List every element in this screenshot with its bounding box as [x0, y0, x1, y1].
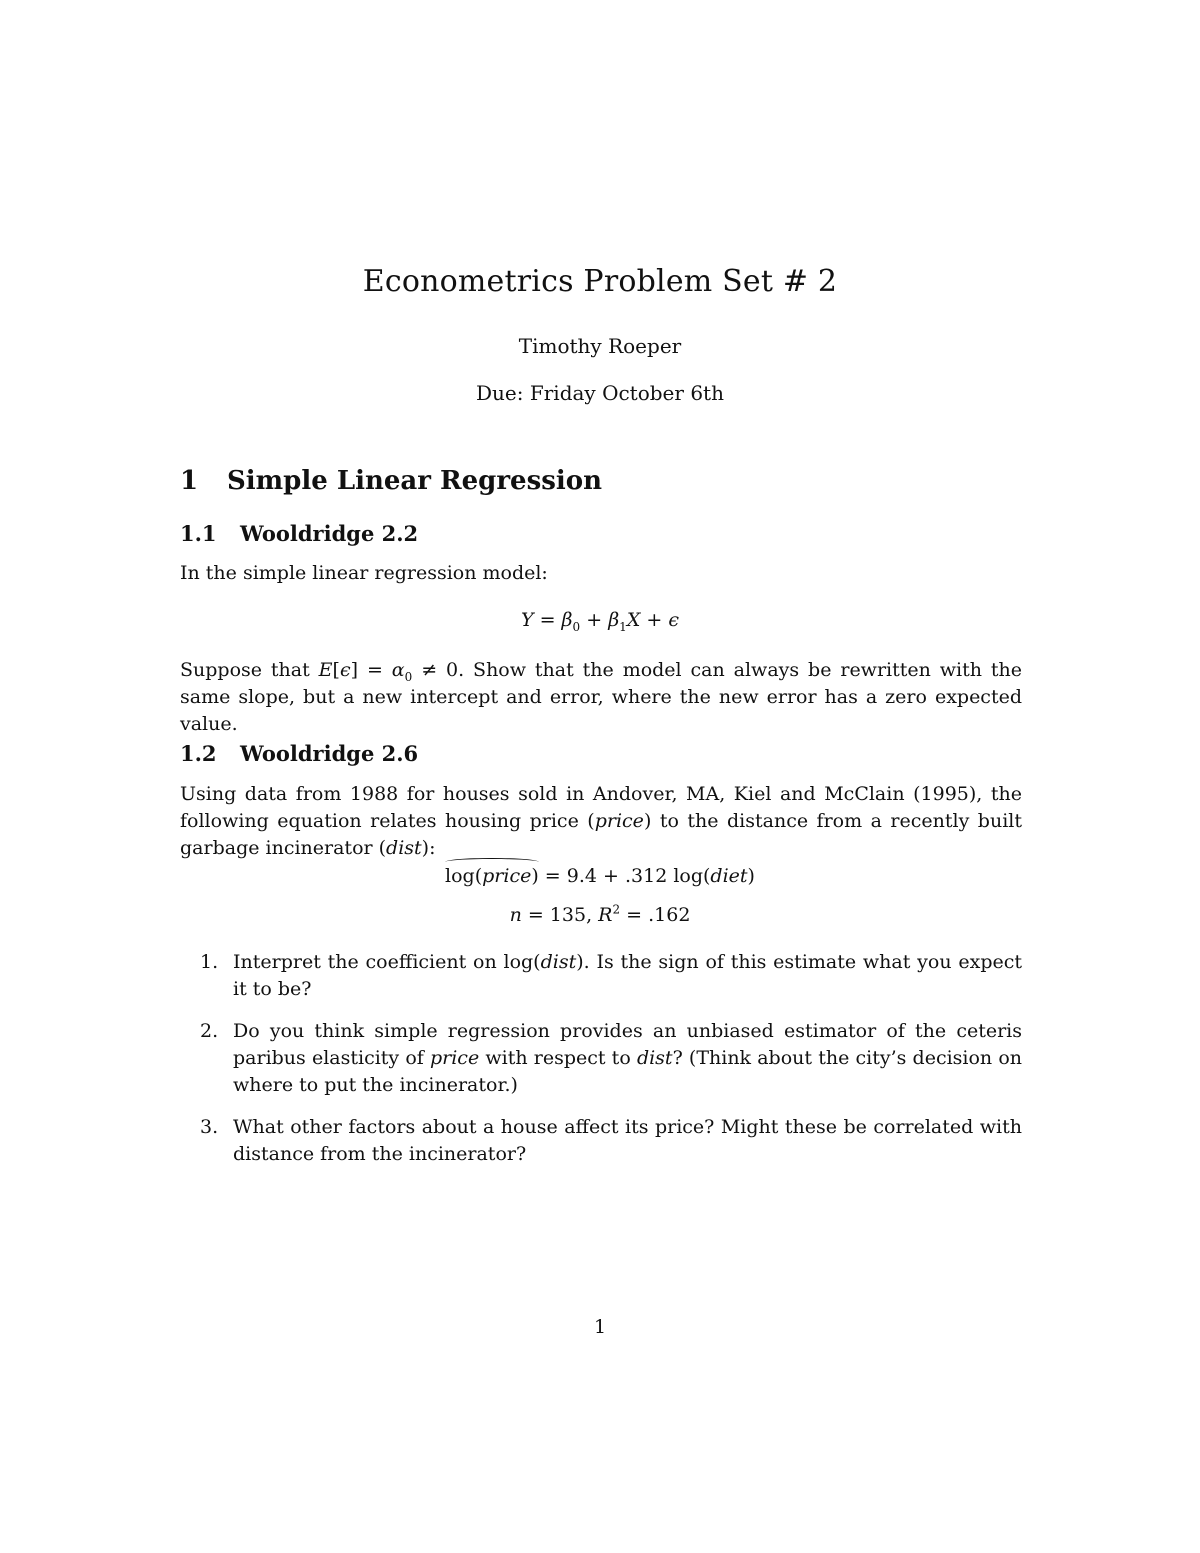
alpha-symbol: α [391, 659, 405, 681]
eq-plus-1: + [586, 609, 603, 631]
subsection-heading-1-1 [180, 521, 418, 546]
eq1-rhs-b: ) [747, 865, 755, 887]
list-item [200, 949, 1022, 1003]
eq-equals: = [539, 609, 556, 631]
not-equal-zero: ≠ 0 [412, 659, 459, 681]
item-text-a: What other factors about a house affect its price? Might these be correlated with distance from the incinerator? [233, 1116, 1022, 1165]
item-var-dist: dist [636, 1047, 673, 1069]
list-item [200, 1018, 1022, 1099]
suppose-rest: . Show that the model can always be rewritten with the same slope, but a new intercept and error, where the new error has a zero expected value. [180, 659, 1023, 735]
bracket-close: ] [350, 659, 359, 681]
item-var: dist [540, 951, 577, 973]
section-title: Simple Linear Regression [227, 466, 602, 496]
item-text-a: Interpret the coefficient on log( [233, 951, 541, 973]
eq-x: X [626, 609, 641, 631]
eq1-diet: diet [710, 865, 748, 887]
question-list [200, 949, 1022, 1183]
subsection-number: 1.1 [180, 521, 217, 546]
eq1-price: price [482, 865, 532, 887]
subsection-heading-1-2 [180, 741, 418, 766]
due-date: Due: Friday October 6th [476, 381, 724, 405]
list-marker: 1. [200, 951, 219, 973]
eq-beta1-sub: 1 [619, 619, 627, 634]
eq-beta0-sub: 0 [572, 619, 581, 634]
log-price-equation [0, 865, 1200, 887]
para-part-c: ): [421, 837, 436, 859]
eq-lhs: Y [520, 609, 534, 631]
eq2-r: R [598, 904, 613, 926]
list-item [200, 1114, 1022, 1168]
section-number: 1 [180, 466, 199, 496]
section-heading [180, 466, 602, 496]
eq-epsilon: ϵ [668, 609, 680, 631]
epsilon-symbol: ϵ [339, 659, 351, 681]
para-part-b: ) to the distance from a recently built garbage incinerator ( [180, 810, 1022, 859]
alpha-sub: 0 [404, 669, 413, 684]
var-price: price [594, 810, 644, 832]
eq-plus-2: + [646, 609, 663, 631]
eq2-r-rhs: = .162 [620, 904, 691, 926]
suppose-prefix: Suppose that [180, 659, 319, 681]
item-text-b: ). Is the sign of this estimate what you expect it to be? [233, 951, 1022, 1000]
fit-statistics-equation [0, 904, 1200, 926]
eq2-r-sup: 2 [612, 902, 621, 917]
eq-beta1: β [608, 609, 620, 631]
page-number: 1 [593, 1316, 607, 1338]
list-marker: 2. [200, 1020, 219, 1042]
eq1-log: log( [445, 865, 483, 887]
hat-accent [445, 858, 539, 866]
intro-paragraph: In the simple linear regression model: [180, 562, 548, 584]
log-price-hat [445, 865, 539, 887]
suppose-paragraph [180, 657, 1022, 738]
eq2-n-rhs: = 135, [521, 904, 599, 926]
data-paragraph [180, 781, 1022, 862]
item-text-c: ? (Think about the city’s decision on where to put the incinerator.) [233, 1047, 1023, 1096]
para-part-a: Using data from 1988 for houses sold in Andover, MA, Kiel and McClain (1995), the following equation relates housing price ( [180, 783, 1022, 832]
list-marker: 3. [200, 1116, 219, 1138]
item-var-price: price [429, 1047, 480, 1069]
expectation-symbol: E [318, 659, 333, 681]
eq2-n: n [509, 904, 522, 926]
bracket-open: [ [332, 659, 340, 681]
regression-equation [0, 609, 1200, 634]
item-text-a: Do you think simple regression provides an unbiased estimator of the ceteris paribus elasticity of [233, 1020, 1022, 1069]
author-name: Timothy Roeper [518, 334, 682, 358]
eq1-rhs-a: = 9.4 + .312 log( [538, 865, 711, 887]
equals-sign: = [358, 659, 392, 681]
eq-beta0: β [561, 609, 573, 631]
var-dist: dist [386, 837, 422, 859]
document-title: Econometrics Problem Set # 2 [362, 264, 838, 299]
subsection-title: Wooldridge 2.2 [240, 521, 419, 546]
subsection-title: Wooldridge 2.6 [240, 741, 419, 766]
eq1-close: ) [531, 865, 539, 887]
subsection-number: 1.2 [180, 741, 217, 766]
item-text-b: with respect to [479, 1047, 637, 1069]
